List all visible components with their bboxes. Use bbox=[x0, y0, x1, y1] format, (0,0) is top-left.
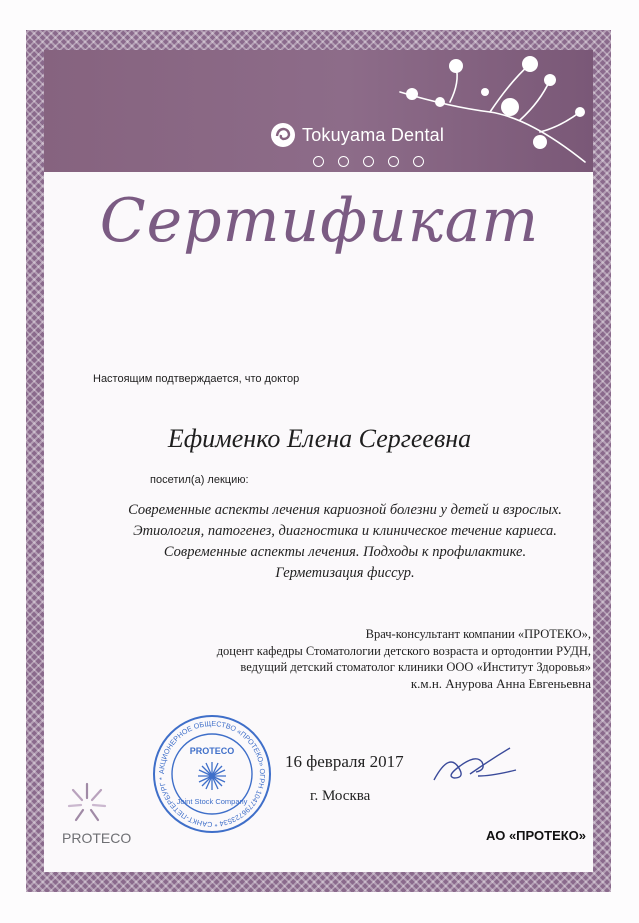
recipient-name: Ефименко Елена Сергеевна bbox=[167, 424, 472, 453]
attended-text: посетил(а) лекцию: bbox=[150, 474, 249, 486]
certificate-title: Сертификат bbox=[99, 186, 540, 256]
brand-logo bbox=[270, 122, 444, 148]
intro-text: Настоящим подтверждается, что доктор bbox=[93, 373, 300, 385]
lecture-line: Герметизация фиссур. bbox=[275, 565, 415, 581]
dot-icon bbox=[413, 156, 424, 167]
tokuyama-swirl-icon bbox=[270, 122, 296, 148]
stamp-center-text: PROTECO bbox=[189, 746, 235, 756]
dot-icon bbox=[338, 156, 349, 167]
brand-name: Tokuyama Dental bbox=[302, 124, 445, 145]
lecture-topic bbox=[0, 500, 639, 584]
brand-dots bbox=[313, 156, 424, 167]
consultant-block bbox=[217, 626, 591, 692]
consultant-line: доцент кафедры Стоматологии детского возраста и ортодонтии РУДН, bbox=[216, 643, 591, 658]
lecture-line: Этиология, патогенез, диагностика и клиническое течение кариеса. bbox=[133, 523, 557, 539]
lecture-line: Современные аспекты лечения. Подходы к профилактике. bbox=[163, 544, 527, 560]
certificate-city: г. Москва bbox=[310, 788, 371, 804]
dot-icon bbox=[388, 156, 399, 167]
consultant-line: ведущий детский стоматолог клиники ООО «Институт Здоровья» bbox=[240, 660, 591, 674]
certificate-date: 16 февраля 2017 bbox=[285, 752, 404, 771]
dot-icon bbox=[363, 156, 374, 167]
footer-logo-label: PROTECO bbox=[62, 830, 132, 846]
proteco-logo-icon bbox=[64, 780, 110, 826]
stamp-lower-text: Joint Stock Company bbox=[176, 797, 248, 806]
dot-icon bbox=[313, 156, 324, 167]
lecture-line: Современные аспекты лечения кариозной болезни у детей и взрослых. bbox=[128, 502, 562, 518]
issuing-company: АО «ПРОТЕКО» bbox=[486, 828, 587, 843]
consultant-line: Врач-консультант компании «ПРОТЕКО», bbox=[365, 627, 591, 641]
company-stamp bbox=[150, 712, 274, 836]
cherry-blossom-branch-icon bbox=[390, 52, 590, 172]
stamp-ring-text: АКЦИОНЕРНОЕ ОБЩЕСТВО «ПРОТЕКО» ОГРН 1047796723534 * САНКТ-ПЕТЕРБУРГ * bbox=[156, 718, 268, 830]
signature bbox=[430, 740, 520, 790]
consultant-name: к.м.н. Анурова Анна Евгеньевна bbox=[410, 675, 591, 691]
